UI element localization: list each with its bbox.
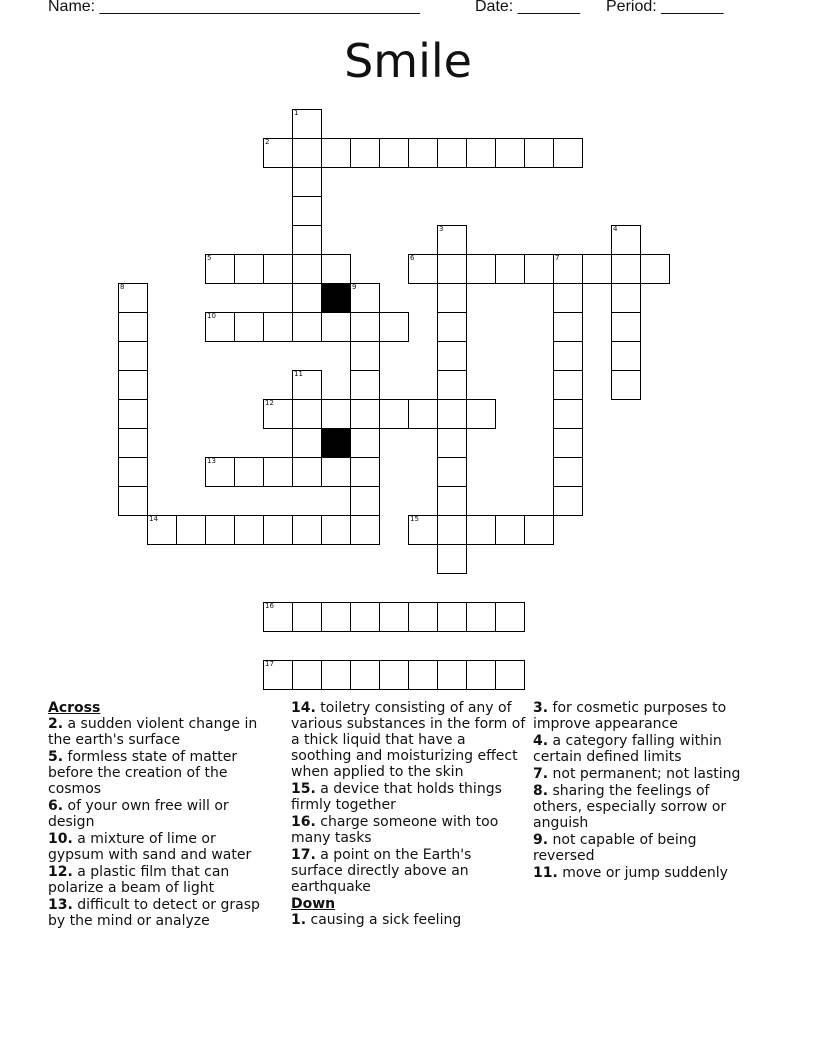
crossword-cell[interactable] bbox=[553, 312, 583, 342]
clue-item bbox=[533, 733, 758, 765]
clue-number: 2 bbox=[265, 138, 270, 146]
crossword-cell[interactable] bbox=[292, 370, 322, 400]
crossword-cell[interactable] bbox=[437, 225, 467, 255]
crossword-cell[interactable] bbox=[118, 457, 148, 487]
crossword-cell[interactable] bbox=[437, 254, 467, 284]
clue-item bbox=[533, 766, 758, 782]
crossword-cell[interactable] bbox=[176, 515, 206, 545]
clue-item-text: move or jump suddenly bbox=[562, 865, 728, 881]
clue-item-text: toiletry consisting of any of various substances in the form of a thick liquid that have a soothing and moisturizing effect when applied to the skin bbox=[291, 700, 526, 780]
crossword-cell[interactable] bbox=[611, 370, 641, 400]
crossword-cell[interactable] bbox=[321, 660, 351, 690]
crossword-cell[interactable] bbox=[437, 312, 467, 342]
crossword-cell[interactable] bbox=[321, 399, 351, 429]
crossword-cell[interactable] bbox=[611, 254, 641, 284]
crossword-cell[interactable] bbox=[263, 399, 293, 429]
crossword-cell[interactable] bbox=[118, 370, 148, 400]
crossword-cell[interactable] bbox=[466, 515, 496, 545]
clue-item-number: 4. bbox=[533, 733, 549, 749]
clue-item-number: 15. bbox=[291, 781, 316, 797]
crossword-cell[interactable] bbox=[321, 515, 351, 545]
crossword-cell[interactable] bbox=[292, 225, 322, 255]
clue-item-text: formless state of matter before the creation of the cosmos bbox=[48, 749, 238, 797]
crossword-cell[interactable] bbox=[408, 602, 438, 632]
crossword-cell[interactable] bbox=[321, 312, 351, 342]
name-field-label: Name: ____________________________________ bbox=[48, 0, 420, 15]
crossword-cell[interactable] bbox=[553, 254, 583, 284]
crossword-cell[interactable] bbox=[350, 312, 380, 342]
crossword-cell[interactable] bbox=[524, 138, 554, 168]
clue-item-number: 13. bbox=[48, 897, 73, 913]
crossword-cell[interactable] bbox=[437, 660, 467, 690]
clue-item bbox=[533, 700, 758, 732]
crossword-cell[interactable] bbox=[205, 457, 235, 487]
crossword-cell[interactable] bbox=[437, 486, 467, 516]
crossword-cell[interactable] bbox=[118, 486, 148, 516]
crossword-cell[interactable] bbox=[611, 312, 641, 342]
crossword-cell[interactable] bbox=[350, 341, 380, 371]
crossword-cell[interactable] bbox=[263, 312, 293, 342]
clue-item-number: 6. bbox=[48, 798, 64, 814]
crossword-cell[interactable] bbox=[437, 370, 467, 400]
clue-number: 10 bbox=[207, 312, 216, 320]
clue-item-text: causing a sick feeling bbox=[310, 912, 462, 928]
clue-number: 1 bbox=[294, 109, 299, 117]
clue-item-text: of your own free will or design bbox=[48, 798, 229, 830]
crossword-cell[interactable] bbox=[553, 138, 583, 168]
crossword-cell[interactable] bbox=[350, 283, 380, 313]
clue-item-text: for cosmetic purposes to improve appearance bbox=[533, 700, 727, 732]
date-field-label: Date: _______ bbox=[475, 0, 580, 15]
clue-number: 17 bbox=[265, 660, 274, 668]
clue-item-number: 11. bbox=[533, 865, 558, 881]
crossword-cell[interactable] bbox=[437, 283, 467, 313]
clue-item-number: 9. bbox=[533, 832, 549, 848]
clue-item bbox=[48, 749, 273, 797]
clue-item-text: difficult to detect or grasp by the mind or analyze bbox=[48, 897, 260, 929]
crossword-cell[interactable] bbox=[118, 312, 148, 342]
clue-number: 8 bbox=[120, 283, 125, 291]
crossword-cell[interactable] bbox=[379, 660, 409, 690]
crossword-cell[interactable] bbox=[350, 486, 380, 516]
crossword-cell[interactable] bbox=[263, 660, 293, 690]
crossword-cell[interactable] bbox=[408, 515, 438, 545]
clue-item-number: 16. bbox=[291, 814, 316, 830]
crossword-cell[interactable] bbox=[495, 660, 525, 690]
crossword-cell[interactable] bbox=[466, 254, 496, 284]
crossword-cell[interactable] bbox=[263, 457, 293, 487]
crossword-cell[interactable] bbox=[292, 254, 322, 284]
crossword-cell[interactable] bbox=[495, 254, 525, 284]
clue-item bbox=[291, 814, 526, 846]
clue-item-number: 7. bbox=[533, 766, 549, 782]
crossword-cell[interactable] bbox=[321, 138, 351, 168]
crossword-cell[interactable] bbox=[292, 196, 322, 226]
across-heading: Across bbox=[48, 700, 101, 716]
crossword-cell[interactable] bbox=[437, 399, 467, 429]
crossword-cell[interactable] bbox=[292, 283, 322, 313]
clue-item bbox=[533, 832, 758, 864]
crossword-cell[interactable] bbox=[466, 660, 496, 690]
crossword-cell[interactable] bbox=[292, 109, 322, 139]
clue-number: 16 bbox=[265, 602, 274, 610]
crossword-cell[interactable] bbox=[292, 457, 322, 487]
crossword-cell[interactable] bbox=[321, 254, 351, 284]
crossword-cell[interactable] bbox=[524, 515, 554, 545]
crossword-cell[interactable] bbox=[611, 341, 641, 371]
clue-number: 14 bbox=[149, 515, 158, 523]
crossword-cell[interactable] bbox=[118, 399, 148, 429]
clue-item-text: a sudden violent change in the earth's surface bbox=[48, 716, 258, 748]
clue-item-number: 12. bbox=[48, 864, 73, 880]
clues-column-2 bbox=[291, 700, 526, 929]
clue-item bbox=[48, 831, 273, 863]
crossword-cell[interactable] bbox=[408, 254, 438, 284]
clue-item bbox=[48, 864, 273, 896]
crossword-cell[interactable] bbox=[292, 167, 322, 197]
clue-item bbox=[48, 798, 273, 830]
crossword-cell[interactable] bbox=[350, 457, 380, 487]
clue-item-text: not permanent; not lasting bbox=[552, 766, 741, 782]
clue-item bbox=[533, 783, 758, 831]
clue-item bbox=[48, 897, 273, 929]
crossword-cell[interactable] bbox=[437, 457, 467, 487]
crossword-cell[interactable] bbox=[553, 341, 583, 371]
crossword-cell[interactable] bbox=[379, 602, 409, 632]
clue-number: 7 bbox=[555, 254, 560, 262]
clue-item bbox=[533, 865, 758, 881]
crossword-cell[interactable] bbox=[408, 399, 438, 429]
crossword-cell[interactable] bbox=[292, 428, 322, 458]
clue-item-text: not capable of being reversed bbox=[533, 832, 697, 864]
clue-item-text: a point on the Earth's surface directly above an earthquake bbox=[291, 847, 472, 895]
clue-item-number: 2. bbox=[48, 716, 64, 732]
crossword-cell[interactable] bbox=[466, 138, 496, 168]
crossword-cell[interactable] bbox=[205, 254, 235, 284]
crossword-cell[interactable] bbox=[350, 428, 380, 458]
clue-item-number: 5. bbox=[48, 749, 64, 765]
crossword-cell[interactable] bbox=[321, 457, 351, 487]
crossword-cell[interactable] bbox=[495, 515, 525, 545]
crossword-cell[interactable] bbox=[118, 341, 148, 371]
clue-number: 9 bbox=[352, 283, 357, 291]
clue-number: 12 bbox=[265, 399, 274, 407]
crossword-cell[interactable] bbox=[495, 138, 525, 168]
crossword-cell[interactable] bbox=[118, 283, 148, 313]
crossword-cell[interactable] bbox=[292, 312, 322, 342]
crossword-cell[interactable] bbox=[379, 312, 409, 342]
clue-item bbox=[291, 781, 526, 813]
crossword-cell[interactable] bbox=[466, 602, 496, 632]
crossword-cell[interactable] bbox=[147, 515, 177, 545]
crossword-cell[interactable] bbox=[640, 254, 670, 284]
crossword-cell[interactable] bbox=[553, 457, 583, 487]
crossword-cell[interactable] bbox=[408, 138, 438, 168]
clue-number: 15 bbox=[410, 515, 419, 523]
clues-column-1 bbox=[48, 700, 273, 930]
crossword-cell[interactable] bbox=[379, 138, 409, 168]
crossword-cell[interactable] bbox=[234, 312, 264, 342]
crossword-cell[interactable] bbox=[263, 254, 293, 284]
crossword-cell[interactable] bbox=[263, 515, 293, 545]
crossword-cell[interactable] bbox=[408, 660, 438, 690]
crossword-cell[interactable] bbox=[292, 515, 322, 545]
crossword-cell[interactable] bbox=[437, 515, 467, 545]
clue-item-text: a category falling within certain defined limits bbox=[533, 733, 722, 765]
crossword-cell[interactable] bbox=[292, 602, 322, 632]
clue-number: 4 bbox=[613, 225, 618, 233]
clue-number: 3 bbox=[439, 225, 444, 233]
clue-item-text: sharing the feelings of others, especially sorrow or anguish bbox=[533, 783, 727, 831]
clue-item bbox=[48, 716, 273, 748]
clue-item bbox=[291, 912, 526, 928]
clue-item bbox=[291, 700, 526, 780]
clue-item-text: charge someone with too many tasks bbox=[291, 814, 499, 846]
crossword-cell[interactable] bbox=[437, 428, 467, 458]
crossword-cell[interactable] bbox=[234, 254, 264, 284]
crossword-cell[interactable] bbox=[292, 399, 322, 429]
crossword-cell[interactable] bbox=[437, 138, 467, 168]
crossword-cell[interactable] bbox=[350, 602, 380, 632]
clues-column-3 bbox=[533, 700, 758, 882]
crossword-cell[interactable] bbox=[466, 399, 496, 429]
clue-number: 5 bbox=[207, 254, 212, 262]
crossword-cell[interactable] bbox=[379, 399, 409, 429]
crossword-cell[interactable] bbox=[321, 602, 351, 632]
crossword-cell[interactable] bbox=[553, 370, 583, 400]
crossword-cell[interactable] bbox=[553, 428, 583, 458]
black-square bbox=[321, 283, 351, 313]
crossword-cell[interactable] bbox=[263, 602, 293, 632]
crossword-cell[interactable] bbox=[292, 660, 322, 690]
clue-item-number: 1. bbox=[291, 912, 307, 928]
clue-item-text: a mixture of lime or gypsum with sand and water bbox=[48, 831, 252, 863]
crossword-cell[interactable] bbox=[234, 457, 264, 487]
clue-item-number: 10. bbox=[48, 831, 73, 847]
crossword-cell[interactable] bbox=[524, 254, 554, 284]
crossword-cell[interactable] bbox=[553, 399, 583, 429]
page-title: Smile bbox=[344, 34, 472, 88]
crossword-cell[interactable] bbox=[437, 544, 467, 574]
crossword-cell[interactable] bbox=[350, 515, 380, 545]
crossword-cell[interactable] bbox=[350, 660, 380, 690]
crossword-cell[interactable] bbox=[292, 138, 322, 168]
crossword-cell[interactable] bbox=[263, 138, 293, 168]
crossword-cell[interactable] bbox=[582, 254, 612, 284]
down-heading: Down bbox=[291, 896, 336, 912]
crossword-cell[interactable] bbox=[437, 602, 467, 632]
crossword-cell[interactable] bbox=[350, 138, 380, 168]
crossword-cell[interactable] bbox=[205, 515, 235, 545]
crossword-cell[interactable] bbox=[205, 312, 235, 342]
clue-item-number: 14. bbox=[291, 700, 316, 716]
crossword-cell[interactable] bbox=[611, 225, 641, 255]
crossword-cell[interactable] bbox=[553, 486, 583, 516]
black-square bbox=[321, 428, 351, 458]
crossword-cell[interactable] bbox=[611, 283, 641, 313]
clue-item-text: a device that holds things firmly together bbox=[291, 781, 502, 813]
clue-item-number: 8. bbox=[533, 783, 549, 799]
crossword-cell[interactable] bbox=[350, 399, 380, 429]
clue-number: 11 bbox=[294, 370, 303, 378]
crossword-cell[interactable] bbox=[350, 370, 380, 400]
clue-number: 6 bbox=[410, 254, 415, 262]
crossword-cell[interactable] bbox=[437, 341, 467, 371]
clue-item bbox=[291, 847, 526, 895]
crossword-cell[interactable] bbox=[553, 283, 583, 313]
clue-item-text: a plastic film that can polarize a beam of light bbox=[48, 864, 230, 896]
crossword-cell[interactable] bbox=[495, 602, 525, 632]
clue-item-number: 17. bbox=[291, 847, 316, 863]
period-field-label: Period: _______ bbox=[606, 0, 724, 15]
clue-number: 13 bbox=[207, 457, 216, 465]
crossword-cell[interactable] bbox=[234, 515, 264, 545]
clue-item-number: 3. bbox=[533, 700, 549, 716]
crossword-cell[interactable] bbox=[118, 428, 148, 458]
